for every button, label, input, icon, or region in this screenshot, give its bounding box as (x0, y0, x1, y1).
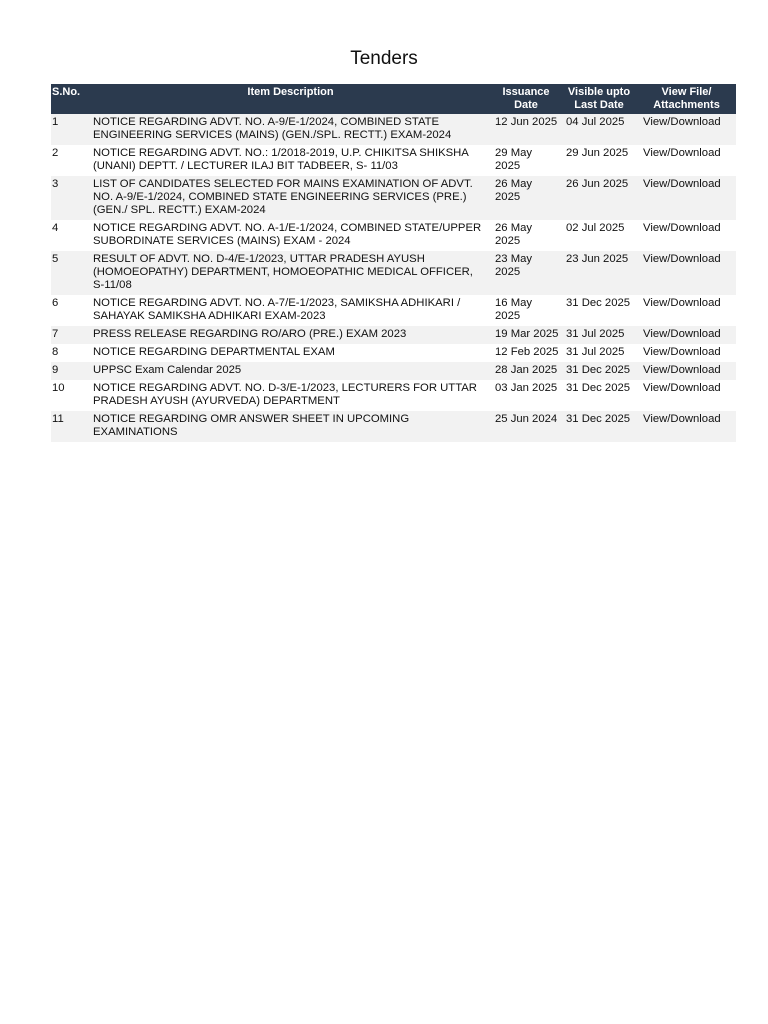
header-description: Item Description (90, 84, 491, 114)
table-row (51, 295, 736, 326)
header-view-attachments: View File/ Attachments (637, 84, 736, 114)
row-sno: 7 (51, 326, 90, 344)
row-sno: 5 (51, 251, 90, 295)
table-row (51, 344, 736, 362)
row-visible-last-date: 31 Dec 2025 (561, 295, 637, 326)
row-description: LIST OF CANDIDATES SELECTED FOR MAINS EXAMINATION OF ADVT. NO. A-9/E-1/2024, COMBINED STATE ENGINEERING SERVICES (PRE.) (GEN./ SPL. RECTT.) EXAM-2024 (90, 176, 491, 220)
table-row (51, 176, 736, 220)
row-issuance-date: 12 Feb 2025 (491, 344, 561, 362)
view-download-link[interactable]: View/Download (643, 364, 721, 376)
row-description: UPPSC Exam Calendar 2025 (90, 362, 491, 380)
row-visible-last-date: 31 Jul 2025 (561, 326, 637, 344)
view-download-link[interactable]: View/Download (643, 297, 721, 309)
view-download-link[interactable]: View/Download (643, 222, 721, 234)
view-download-link[interactable]: View/Download (643, 116, 721, 128)
view-download-link[interactable]: View/Download (643, 328, 721, 340)
row-sno: 1 (51, 114, 90, 145)
row-visible-last-date: 31 Jul 2025 (561, 344, 637, 362)
row-visible-last-date: 29 Jun 2025 (561, 145, 637, 176)
view-download-link[interactable]: View/Download (643, 382, 721, 394)
header-sno: S.No. (51, 84, 90, 114)
row-visible-last-date: 26 Jun 2025 (561, 176, 637, 220)
row-description: NOTICE REGARDING ADVT. NO. D-3/E-1/2023, LECTURERS FOR UTTAR PRADESH AYUSH (AYURVEDA) DEPARTMENT (90, 380, 491, 411)
row-description: PRESS RELEASE REGARDING RO/ARO (PRE.) EXAM 2023 (90, 326, 491, 344)
row-issuance-date: 23 May 2025 (491, 251, 561, 295)
view-download-link[interactable]: View/Download (643, 178, 721, 190)
row-visible-last-date: 02 Jul 2025 (561, 220, 637, 251)
row-description: NOTICE REGARDING ADVT. NO.: 1/2018-2019, U.P. CHIKITSA SHIKSHA (UNANI) DEPTT. / LECTURER ILAJ BIT TADBEER, S- 11/03 (90, 145, 491, 176)
row-description: NOTICE REGARDING ADVT. NO. A-9/E-1/2024, COMBINED STATE ENGINEERING SERVICES (MAINS) (GEN./SPL. RECTT.) EXAM-2024 (90, 114, 491, 145)
row-sno: 2 (51, 145, 90, 176)
row-view-cell (637, 295, 736, 326)
view-download-link[interactable]: View/Download (643, 253, 721, 265)
row-issuance-date: 25 Jun 2024 (491, 411, 561, 442)
table-row (51, 114, 736, 145)
row-view-cell (637, 326, 736, 344)
table-row (51, 326, 736, 344)
row-sno: 10 (51, 380, 90, 411)
row-view-cell (637, 220, 736, 251)
row-description: NOTICE REGARDING ADVT. NO. A-1/E-1/2024, COMBINED STATE/UPPER SUBORDINATE SERVICES (MAINS) EXAM - 2024 (90, 220, 491, 251)
row-description: NOTICE REGARDING DEPARTMENTAL EXAM (90, 344, 491, 362)
row-issuance-date: 03 Jan 2025 (491, 380, 561, 411)
row-description: NOTICE REGARDING OMR ANSWER SHEET IN UPCOMING EXAMINATIONS (90, 411, 491, 442)
row-view-cell (637, 344, 736, 362)
row-view-cell (637, 362, 736, 380)
row-sno: 3 (51, 176, 90, 220)
row-issuance-date: 26 May 2025 (491, 220, 561, 251)
row-visible-last-date: 31 Dec 2025 (561, 362, 637, 380)
tenders-table (51, 84, 736, 442)
table-header-row (51, 84, 736, 114)
row-view-cell (637, 114, 736, 145)
header-visible-last-date: Visible upto Last Date (561, 84, 637, 114)
row-issuance-date: 29 May 2025 (491, 145, 561, 176)
row-issuance-date: 19 Mar 2025 (491, 326, 561, 344)
page-title: Tenders (350, 48, 418, 69)
row-issuance-date: 26 May 2025 (491, 176, 561, 220)
header-issuance-date: Issuance Date (491, 84, 561, 114)
row-view-cell (637, 380, 736, 411)
table-row (51, 380, 736, 411)
table-row (51, 411, 736, 442)
row-sno: 6 (51, 295, 90, 326)
view-download-link[interactable]: View/Download (643, 346, 721, 358)
view-download-link[interactable]: View/Download (643, 413, 721, 425)
table-row (51, 251, 736, 295)
row-description: NOTICE REGARDING ADVT. NO. A-7/E-1/2023, SAMIKSHA ADHIKARI / SAHAYAK SAMIKSHA ADHIKARI EXAM-2023 (90, 295, 491, 326)
table-row (51, 145, 736, 176)
row-view-cell (637, 176, 736, 220)
row-issuance-date: 16 May 2025 (491, 295, 561, 326)
row-view-cell (637, 145, 736, 176)
row-description: RESULT OF ADVT. NO. D-4/E-1/2023, UTTAR PRADESH AYUSH (HOMOEOPATHY) DEPARTMENT, HOMOEOPATHIC MEDICAL OFFICER, S-11/08 (90, 251, 491, 295)
row-view-cell (637, 251, 736, 295)
row-view-cell (637, 411, 736, 442)
view-download-link[interactable]: View/Download (643, 147, 721, 159)
row-visible-last-date: 31 Dec 2025 (561, 380, 637, 411)
row-sno: 11 (51, 411, 90, 442)
row-visible-last-date: 04 Jul 2025 (561, 114, 637, 145)
table-row (51, 362, 736, 380)
row-issuance-date: 28 Jan 2025 (491, 362, 561, 380)
row-visible-last-date: 23 Jun 2025 (561, 251, 637, 295)
table-header (51, 84, 736, 114)
table-body (51, 114, 736, 442)
table-row (51, 220, 736, 251)
row-issuance-date: 12 Jun 2025 (491, 114, 561, 145)
row-sno: 4 (51, 220, 90, 251)
row-sno: 8 (51, 344, 90, 362)
row-sno: 9 (51, 362, 90, 380)
row-visible-last-date: 31 Dec 2025 (561, 411, 637, 442)
